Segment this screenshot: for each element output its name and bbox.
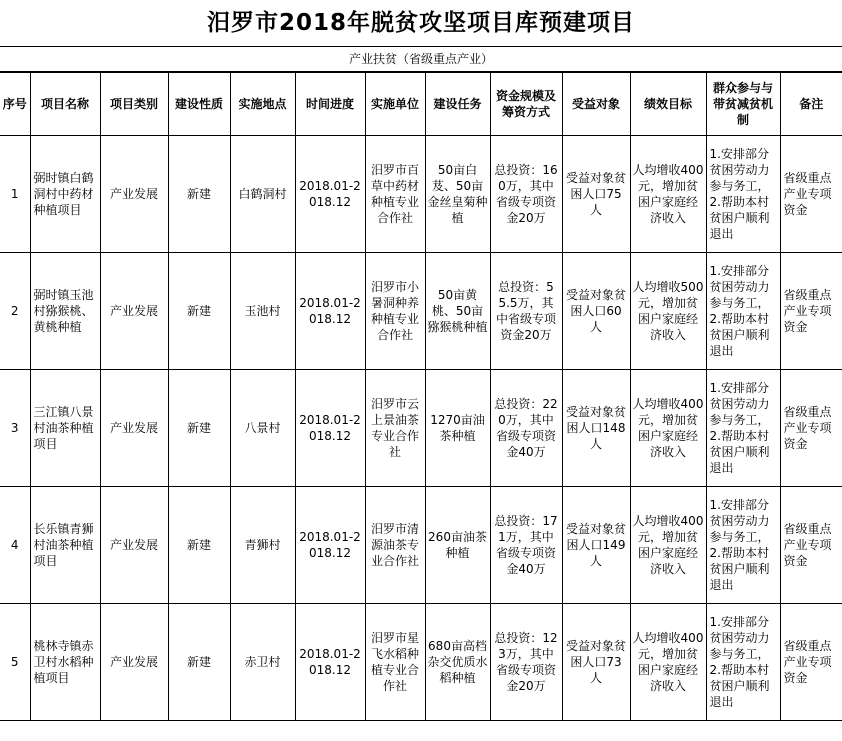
- cell-beneficiary[interactable]: 受益对象贫困人口73人: [562, 604, 630, 721]
- cell-category[interactable]: 产业发展: [100, 370, 168, 487]
- cell-category[interactable]: 产业发展: [100, 487, 168, 604]
- cell-mechanism[interactable]: 1.安排部分贫困劳动力参与务工，2.帮助本村贫困户顺利退出: [706, 253, 780, 370]
- cell-name[interactable]: 弼时镇玉池村猕猴桃、黄桃种植: [30, 253, 100, 370]
- cell-schedule[interactable]: 2018.01-2018.12: [295, 604, 365, 721]
- cell-location[interactable]: 赤卫村: [230, 604, 295, 721]
- cell-task[interactable]: 680亩高档杂交优质水稻种植: [425, 604, 490, 721]
- cell-no[interactable]: 5: [0, 604, 30, 721]
- cell-beneficiary[interactable]: 受益对象贫困人口60人: [562, 253, 630, 370]
- cell-schedule[interactable]: 2018.01-2018.12: [295, 136, 365, 253]
- cell-nature[interactable]: 新建: [168, 487, 230, 604]
- cell-unit[interactable]: 汨罗市清源油茶专业合作社: [365, 487, 425, 604]
- cell-location[interactable]: 青狮村: [230, 487, 295, 604]
- col-header-funding: 资金规模及筹资方式: [490, 73, 562, 136]
- cell-goal[interactable]: 人均增收400元，增加贫困户家庭经济收入: [630, 370, 706, 487]
- cell-no[interactable]: 2: [0, 253, 30, 370]
- cell-funding[interactable]: 总投资：55.5万，其中省级专项资金20万: [490, 253, 562, 370]
- cell-mechanism[interactable]: 1.安排部分贫困劳动力参与务工，2.帮助本村贫困户顺利退出: [706, 370, 780, 487]
- col-header-nature: 建设性质: [168, 73, 230, 136]
- cell-name[interactable]: 三江镇八景村油茶种植项目: [30, 370, 100, 487]
- cell-note[interactable]: 省级重点产业专项资金: [780, 604, 842, 721]
- cell-schedule[interactable]: 2018.01-2018.12: [295, 370, 365, 487]
- col-header-beneficiary: 受益对象: [562, 73, 630, 136]
- col-header-mechanism: 群众参与与带贫减贫机制: [706, 73, 780, 136]
- cell-no[interactable]: 3: [0, 370, 30, 487]
- cell-nature[interactable]: 新建: [168, 604, 230, 721]
- cell-goal[interactable]: 人均增收400元，增加贫困户家庭经济收入: [630, 604, 706, 721]
- table-row[interactable]: [0, 370, 842, 487]
- cell-schedule[interactable]: 2018.01-2018.12: [295, 253, 365, 370]
- cell-location[interactable]: 八景村: [230, 370, 295, 487]
- cell-funding[interactable]: 总投资：123万，其中省级专项资金20万: [490, 604, 562, 721]
- cell-goal[interactable]: 人均增收400元，增加贫困户家庭经济收入: [630, 136, 706, 253]
- cell-unit[interactable]: 汨罗市星飞水稻种植专业合作社: [365, 604, 425, 721]
- col-header-no: 序号: [0, 73, 30, 136]
- cell-note[interactable]: 省级重点产业专项资金: [780, 487, 842, 604]
- cell-category[interactable]: 产业发展: [100, 136, 168, 253]
- cell-beneficiary[interactable]: 受益对象贫困人口75人: [562, 136, 630, 253]
- table-row[interactable]: [0, 253, 842, 370]
- cell-task[interactable]: 260亩油茶种植: [425, 487, 490, 604]
- cell-task[interactable]: 50亩黄桃、50亩猕猴桃种植: [425, 253, 490, 370]
- col-header-name: 项目名称: [30, 73, 100, 136]
- table-row[interactable]: [0, 487, 842, 604]
- header-row: [0, 73, 842, 136]
- sheet-subtitle: 产业扶贫（省级重点产业）: [0, 47, 842, 72]
- cell-beneficiary[interactable]: 受益对象贫困人口149人: [562, 487, 630, 604]
- cell-location[interactable]: 玉池村: [230, 253, 295, 370]
- cell-note[interactable]: 省级重点产业专项资金: [780, 370, 842, 487]
- cell-category[interactable]: 产业发展: [100, 604, 168, 721]
- cell-no[interactable]: 1: [0, 136, 30, 253]
- table-row[interactable]: [0, 136, 842, 253]
- cell-schedule[interactable]: 2018.01-2018.12: [295, 487, 365, 604]
- cell-beneficiary[interactable]: 受益对象贫困人口148人: [562, 370, 630, 487]
- col-header-category: 项目类别: [100, 73, 168, 136]
- cell-note[interactable]: 省级重点产业专项资金: [780, 136, 842, 253]
- sheet-title: 汨罗市2018年脱贫攻坚项目库预建项目: [0, 0, 842, 47]
- cell-nature[interactable]: 新建: [168, 136, 230, 253]
- project-table: [0, 72, 842, 721]
- col-header-goal: 绩效目标: [630, 73, 706, 136]
- cell-unit[interactable]: 汨罗市小暑洞种养种植专业合作社: [365, 253, 425, 370]
- cell-funding[interactable]: 总投资：160万，其中省级专项资金20万: [490, 136, 562, 253]
- cell-goal[interactable]: 人均增收400元，增加贫困户家庭经济收入: [630, 487, 706, 604]
- cell-name[interactable]: 弼时镇白鹤洞村中药材种植项目: [30, 136, 100, 253]
- cell-nature[interactable]: 新建: [168, 370, 230, 487]
- cell-task[interactable]: 50亩白芨、50亩金丝皇菊种植: [425, 136, 490, 253]
- cell-unit[interactable]: 汨罗市百草中药材种植专业合作社: [365, 136, 425, 253]
- table-row[interactable]: [0, 604, 842, 721]
- cell-nature[interactable]: 新建: [168, 253, 230, 370]
- cell-funding[interactable]: 总投资：171万，其中省级专项资金40万: [490, 487, 562, 604]
- cell-mechanism[interactable]: 1.安排部分贫困劳动力参与务工，2.帮助本村贫困户顺利退出: [706, 604, 780, 721]
- cell-mechanism[interactable]: 1.安排部分贫困劳动力参与务工，2.帮助本村贫困户顺利退出: [706, 136, 780, 253]
- cell-unit[interactable]: 汨罗市云上景油茶专业合作社: [365, 370, 425, 487]
- cell-name[interactable]: 长乐镇青狮村油茶种植项目: [30, 487, 100, 604]
- cell-name[interactable]: 桃林寺镇赤卫村水稻种植项目: [30, 604, 100, 721]
- cell-funding[interactable]: 总投资：220万，其中省级专项资金40万: [490, 370, 562, 487]
- col-header-location: 实施地点: [230, 73, 295, 136]
- col-header-task: 建设任务: [425, 73, 490, 136]
- cell-category[interactable]: 产业发展: [100, 253, 168, 370]
- cell-note[interactable]: 省级重点产业专项资金: [780, 253, 842, 370]
- cell-mechanism[interactable]: 1.安排部分贫困劳动力参与务工，2.帮助本村贫困户顺利退出: [706, 487, 780, 604]
- cell-no[interactable]: 4: [0, 487, 30, 604]
- cell-location[interactable]: 白鹤洞村: [230, 136, 295, 253]
- cell-goal[interactable]: 人均增收500元，增加贫困户家庭经济收入: [630, 253, 706, 370]
- col-header-unit: 实施单位: [365, 73, 425, 136]
- col-header-note: 备注: [780, 73, 842, 136]
- col-header-schedule: 时间进度: [295, 73, 365, 136]
- cell-task[interactable]: 1270亩油茶种植: [425, 370, 490, 487]
